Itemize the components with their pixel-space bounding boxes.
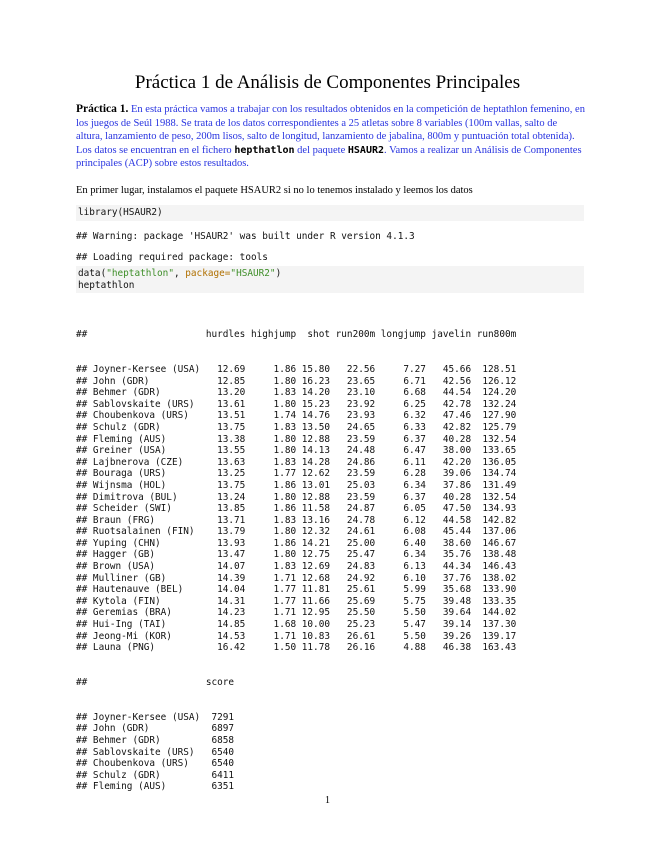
table-row: ## Sablovskaite (URS) 6540: [76, 746, 235, 758]
score-rows: [76, 712, 516, 793]
table-row: ## Ruotsalainen (FIN) 13.79 1.80 12.32 24.61 6.08 45.44 137.06: [76, 526, 517, 538]
table-row: ## Wijnsma (HOL) 13.75 1.86 13.01 25.03 6.34 37.86 131.49: [76, 479, 517, 491]
table-row: ## Choubenkova (URS) 6540: [76, 758, 235, 770]
code-block-library: [76, 205, 584, 221]
table-row: ## Choubenkova (URS) 13.51 1.74 14.76 23.93 6.32 47.46 127.90: [76, 410, 517, 422]
code-string: "heptathlon": [106, 268, 174, 279]
table-row: ## Hui-Ing (TAI) 14.85 1.68 10.00 25.23 5.47 39.14 137.30: [76, 619, 517, 631]
table-row: ## Launa (PNG) 16.42 1.50 11.78 26.16 4.88 46.38 163.43: [76, 642, 517, 654]
table-row: ## Fleming (AUS) 13.38 1.80 12.88 23.59 6.37 40.28 132.54: [76, 433, 517, 445]
table-row: ## Behmer (GDR) 6858: [76, 734, 235, 746]
table-row: ## John (GDR) 12.85 1.80 16.23 23.65 6.71 42.56 126.12: [76, 375, 517, 387]
table-output: [76, 306, 516, 816]
intro-paragraph: [76, 103, 586, 171]
table-row: ## Behmer (GDR) 13.20 1.83 14.20 23.10 6.68 44.54 124.20: [76, 387, 517, 399]
table-row: ## Fleming (AUS) 6351: [76, 781, 235, 793]
code-line-print: heptathlon: [78, 279, 135, 291]
table-row: ## Hagger (GB) 13.47 1.80 12.75 25.47 6.34 35.76 138.48: [76, 549, 517, 561]
code-line-data: [78, 268, 582, 280]
warning-output: ## Warning: package 'HSAUR2' was built under R version 4.1.3: [76, 231, 415, 242]
table-row: ## Lajbnerova (CZE) 13.63 1.83 14.28 24.86 6.11 42.20 136.05: [76, 456, 517, 468]
dataset-name: hepthatlon: [234, 144, 295, 156]
table-row: ## Yuping (CHN) 13.93 1.86 14.21 25.00 6.40 38.60 146.67: [76, 537, 517, 549]
table-row: ## John (GDR) 6897: [76, 723, 235, 735]
code-fn: data(: [78, 268, 107, 279]
code-line: library(HSAUR2): [78, 207, 163, 218]
intro-text-2: del paquete: [294, 144, 348, 156]
table-row: ## Bouraga (URS) 13.25 1.77 12.62 23.59 6.28 39.06 134.74: [76, 468, 517, 480]
practice-label: Práctica 1.: [76, 103, 129, 115]
intro-text-1: En esta práctica vamos a trabajar con los resultados obtenidos en la competición de heptathlon femenino, en los juegos de Seúl 1988. Se trata de los datos correspondientes a 25 atletas sobre 8 variables (100m vallas, salto de altura, lanzamiento de peso, 200m lisos, salto de longitud, lanzamiento de jabalina, 800m y puntuación total obtenida). Los datos se encuentran en el fichero: [76, 104, 585, 156]
intro-text-3: . Vamos a realizar un Análisis de Componentes principales (ACP) sobre estos resultados.: [76, 144, 582, 170]
table-row: ## Sablovskaite (URS) 13.61 1.80 15.23 23.92 6.25 42.78 132.24: [76, 398, 517, 410]
code-string: "HSAUR2": [230, 268, 276, 279]
table-row: ## Geremias (BRA) 14.23 1.71 12.95 25.50 5.50 39.64 144.02: [76, 607, 517, 619]
package-name: HSAUR2: [347, 144, 385, 156]
code-sep: ,: [173, 268, 186, 279]
table-row: ## Joyner-Kersee (USA) 7291: [76, 711, 235, 723]
code-block-data: [76, 266, 584, 293]
table-row: ## Greiner (USA) 13.55 1.80 14.13 24.48 6.47 38.00 133.65: [76, 445, 517, 457]
loading-output: ## Loading required package: tools: [76, 252, 268, 263]
table-row: ## Mulliner (GB) 14.39 1.71 12.68 24.92 6.10 37.76 138.02: [76, 572, 517, 584]
table-row: ## Schulz (GDR) 13.75 1.83 13.50 24.65 6.33 42.82 125.79: [76, 421, 517, 433]
table-row: ## Hautenauve (BEL) 14.04 1.77 11.81 25.61 5.99 35.68 133.90: [76, 584, 517, 596]
page-number: 1: [325, 795, 330, 806]
body-paragraph: En primer lugar, instalamos el paquete HSAUR2 si no lo tenemos instalado y leemos los datos: [76, 185, 473, 196]
code-arg: package=: [185, 268, 231, 279]
table-row: ## Joyner-Kersee (USA) 12.69 1.86 15.80 22.56 7.27 45.66 128.51: [76, 363, 517, 375]
code-close: ): [275, 268, 282, 279]
table-header: ## hurdles highjump shot run200m longjump javelin run800m: [76, 329, 517, 341]
table-row: ## Schulz (GDR) 6411: [76, 769, 235, 781]
table-row: ## Jeong-Mi (KOR) 14.53 1.71 10.83 26.61 5.50 39.26 139.17: [76, 630, 517, 642]
page-title: Práctica 1 de Análisis de Componentes Principales: [134, 72, 521, 93]
table-row: ## Kytola (FIN) 14.31 1.77 11.66 25.69 5.75 39.48 133.35: [76, 595, 517, 607]
table-row: ## Scheider (SWI) 13.85 1.86 11.58 24.87 6.05 47.50 134.93: [76, 503, 517, 515]
table-row: ## Dimitrova (BUL) 13.24 1.80 12.88 23.59 6.37 40.28 132.54: [76, 491, 517, 503]
table-row: ## Braun (FRG) 13.71 1.83 13.16 24.78 6.12 44.58 142.82: [76, 514, 517, 526]
table-row: ## Brown (USA) 14.07 1.83 12.69 24.83 6.13 44.34 146.43: [76, 561, 517, 573]
score-header: ## score: [76, 677, 235, 688]
table-rows: [76, 364, 516, 654]
